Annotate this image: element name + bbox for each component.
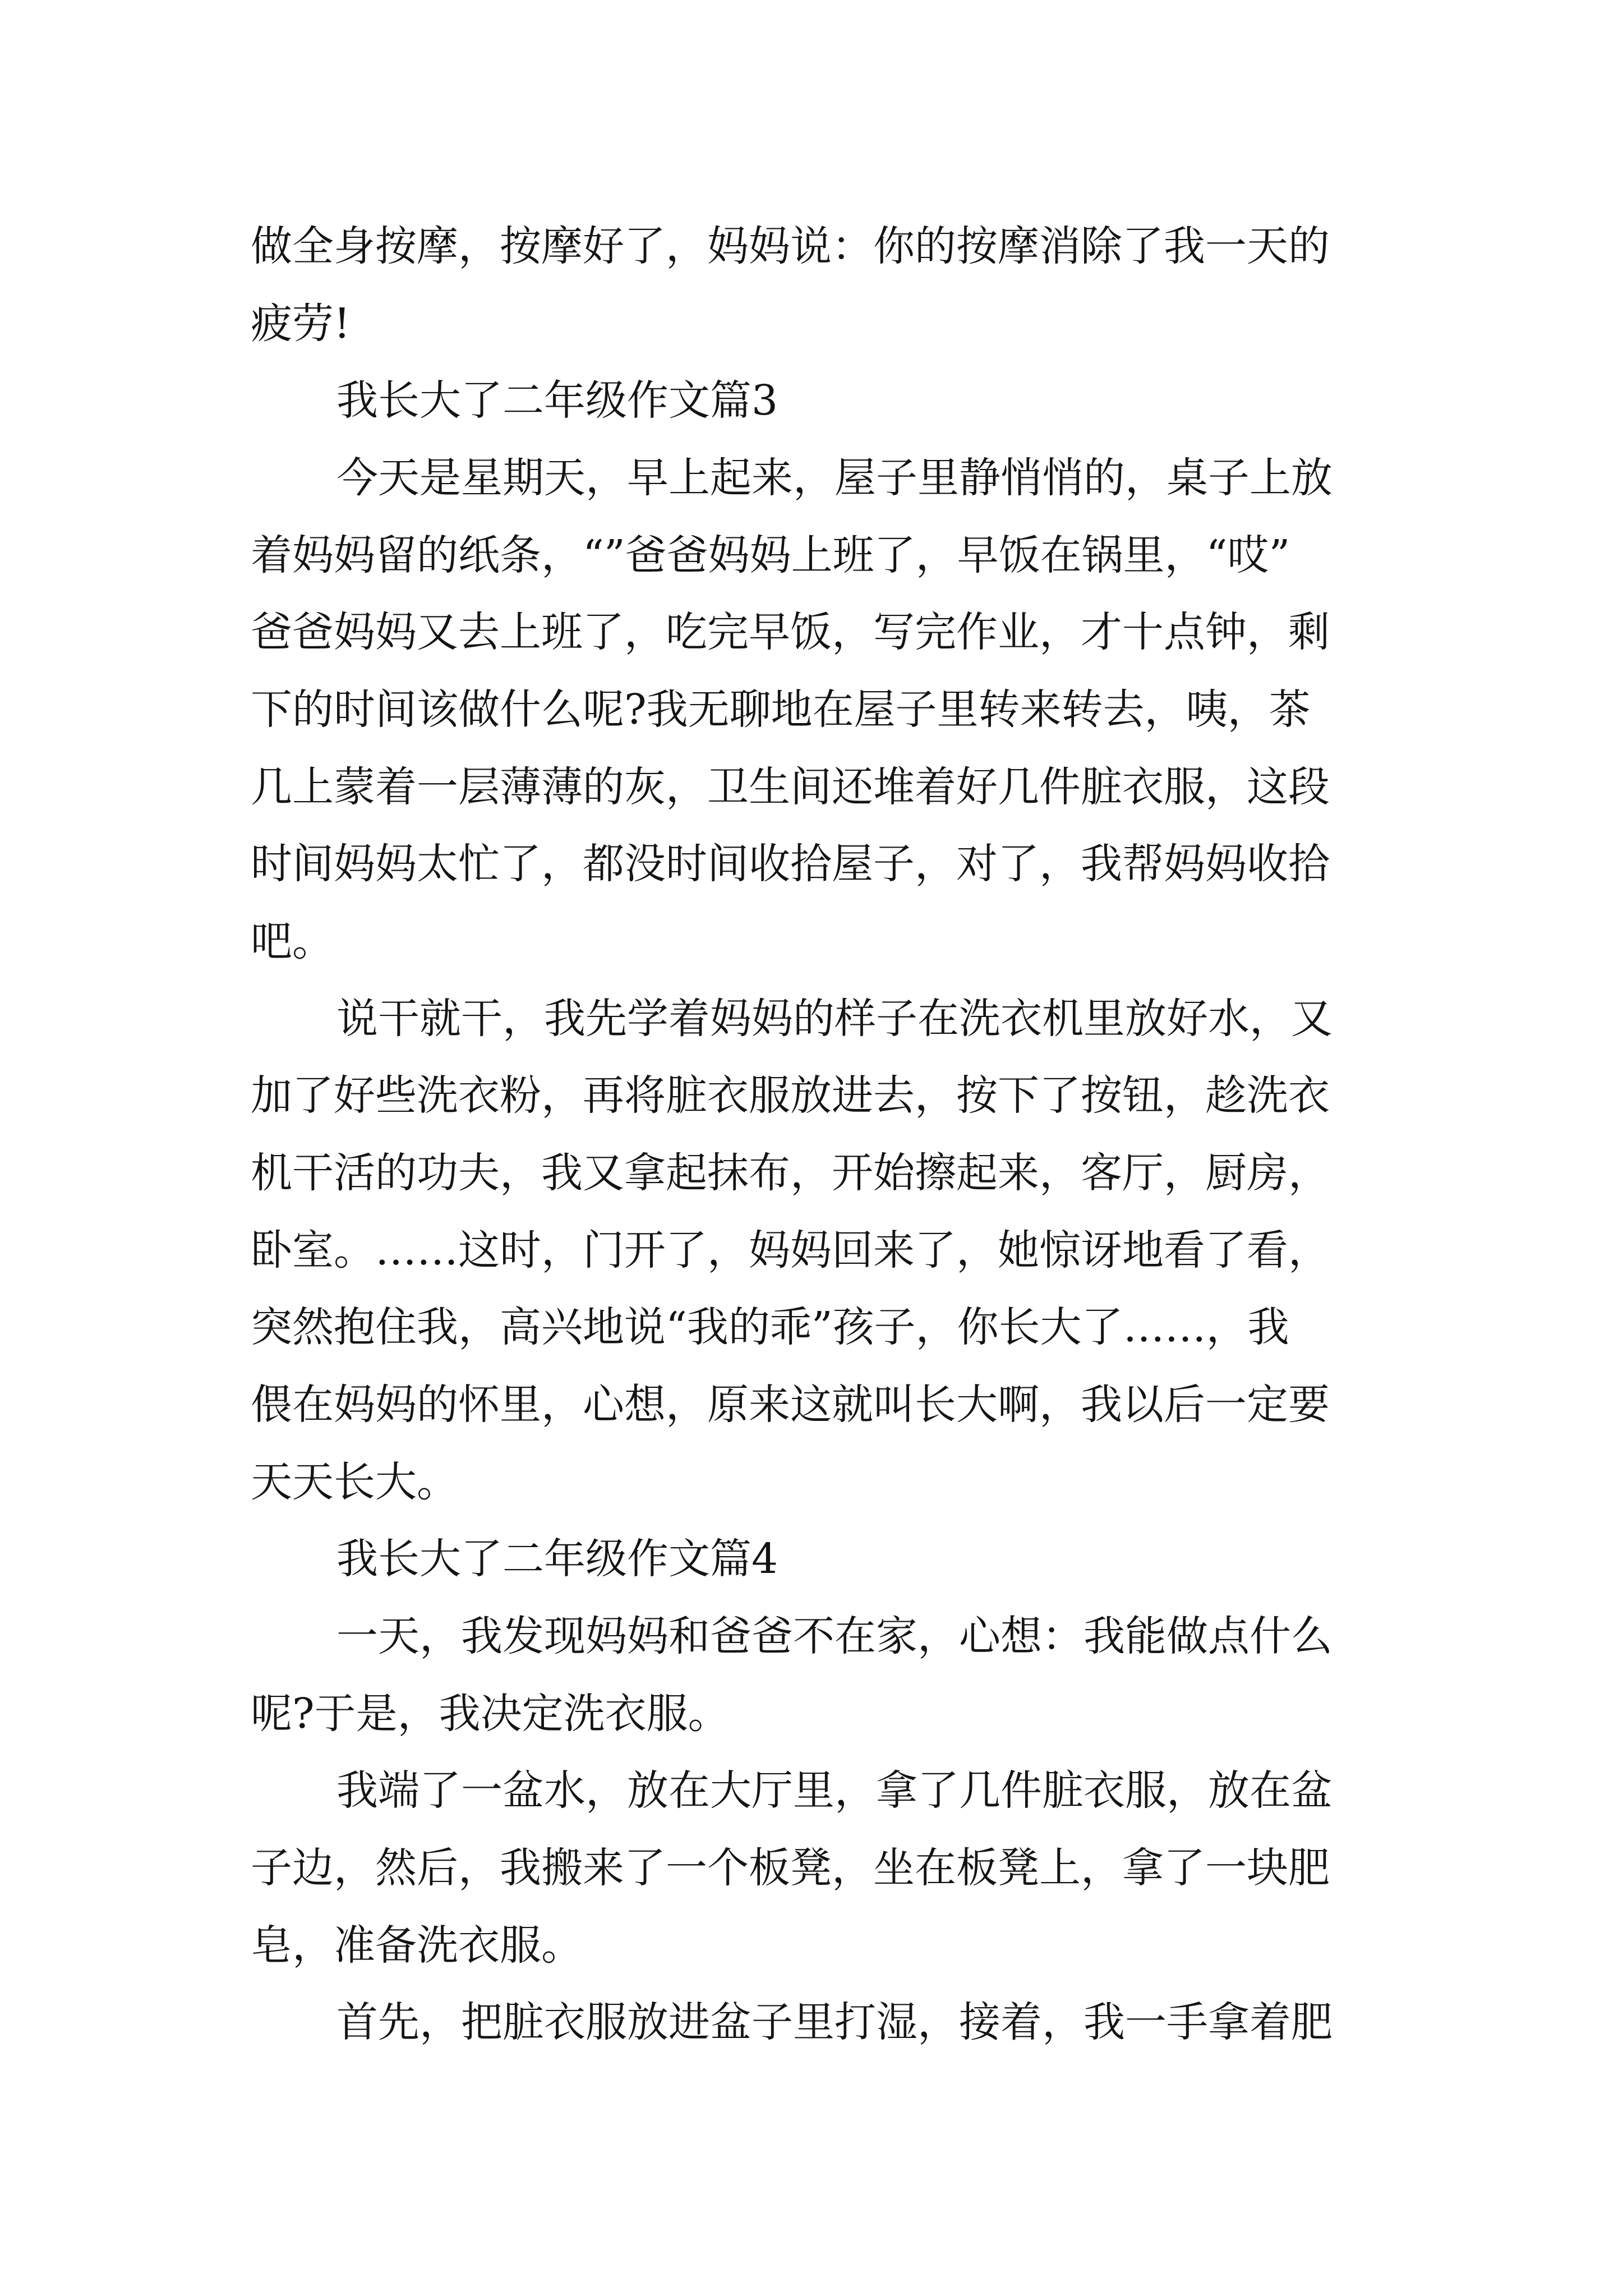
text-line: 突然抱住我，高兴地说“我的乖”孩子，你长大了……，我 <box>251 1303 1289 1351</box>
text-line: 我端了一盆水，放在大厅里，拿了几件脏衣服，放在盆 <box>336 1766 1332 1815</box>
text-line: 疲劳! <box>251 300 351 348</box>
text-line: 子边，然后，我搬来了一个板凳，坐在板凳上，拿了一块肥 <box>251 1844 1330 1892</box>
section-heading: 我长大了二年级作文篇4 <box>336 1535 778 1583</box>
text-line: 几上蒙着一层薄薄的灰，卫生间还堆着好几件脏衣服，这段 <box>251 763 1330 811</box>
text-line: 今天是星期天，早上起来，屋子里静悄悄的，桌子上放 <box>336 454 1332 502</box>
text-line: 首先，把脏衣服放进盆子里打湿，接着，我一手拿着肥 <box>336 1998 1332 2046</box>
text-line: 天天长大。 <box>251 1458 458 1506</box>
text-line: 做全身按摩，按摩好了，妈妈说：你的按摩消除了我一天的 <box>251 222 1330 270</box>
text-line: 卧室。……这时，门开了，妈妈回来了，她惊讶地看了看， <box>251 1226 1330 1274</box>
text-line: 吧。 <box>251 917 334 965</box>
text-line: 呢?于是，我决定洗衣服。 <box>251 1690 730 1738</box>
text-line: 着妈妈留的纸条，“”爸爸妈妈上班了，早饭在锅里，“哎” <box>251 531 1290 579</box>
text-line: 下的时间该做什么呢?我无聊地在屋子里转来转去，咦，茶 <box>251 685 1311 734</box>
text-line: 机干活的功夫，我又拿起抹布，开始擦起来，客厅，厨房， <box>251 1149 1330 1197</box>
text-line: 加了好些洗衣粉，再将脏衣服放进去，按下了按钮，趁洗衣 <box>251 1071 1330 1120</box>
section-heading: 我长大了二年级作文篇3 <box>336 376 778 425</box>
text-line: 爸爸妈妈又去上班了，吃完早饭，写完作业，才十点钟，剩 <box>251 608 1330 656</box>
text-line: 一天，我发现妈妈和爸爸不在家，心想：我能做点什么 <box>336 1612 1332 1660</box>
text-line: 皂，准备洗衣服。 <box>251 1921 583 1970</box>
text-line: 说干就干，我先学着妈妈的样子在洗衣机里放好水，又 <box>336 995 1332 1043</box>
text-line: 时间妈妈太忙了，都没时间收拾屋子，对了，我帮妈妈收拾 <box>251 840 1330 888</box>
text-line: 偎在妈妈的怀里，心想，原来这就叫长大啊，我以后一定要 <box>251 1381 1330 1429</box>
